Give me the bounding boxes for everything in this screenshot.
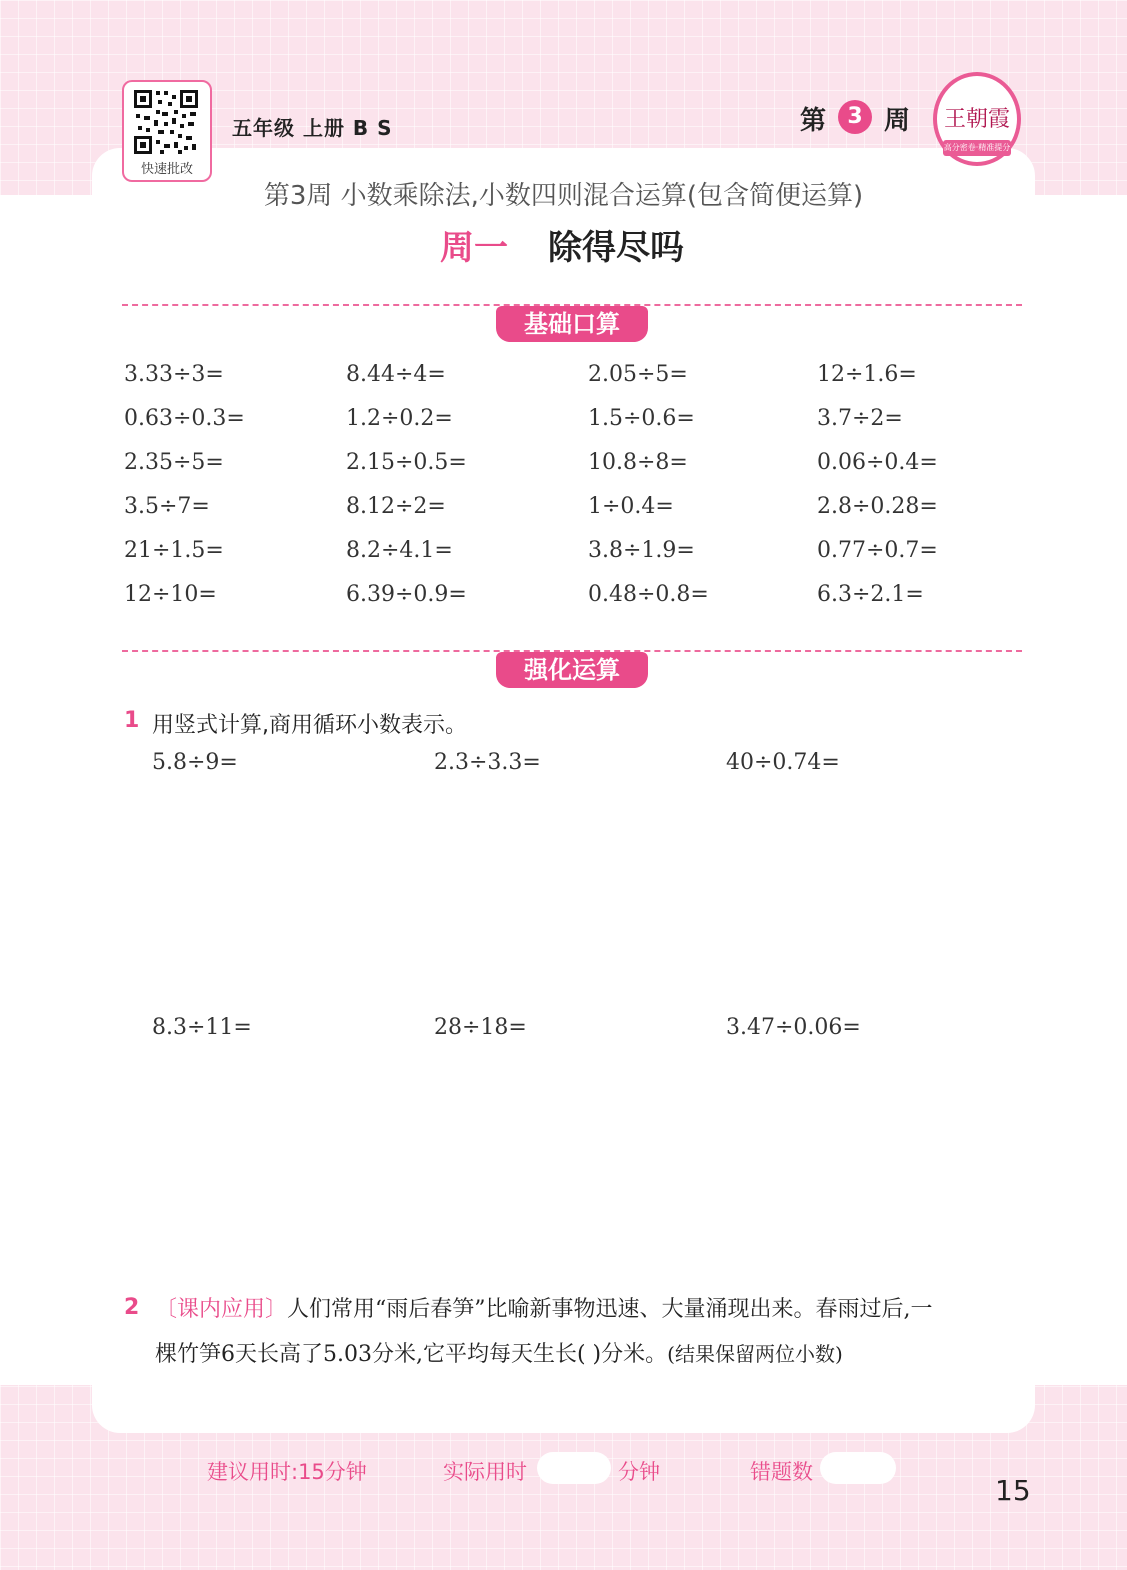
qr-label: 快速批改: [140, 162, 193, 177]
long-division-problem: 28÷18=: [434, 1015, 527, 1040]
mental-math-item: 0.06÷0.4=: [817, 450, 938, 475]
mental-math-item: 8.2÷4.1=: [346, 538, 453, 563]
mental-math-item: 12÷1.6=: [817, 362, 917, 387]
week-suffix: 周: [884, 106, 911, 136]
question-2-line-1: [155, 1292, 933, 1323]
grade-label: 五年级 上册 B S: [232, 116, 393, 140]
question-1-number: 1: [124, 708, 140, 733]
mental-math-item: 0.77÷0.7=: [817, 538, 938, 563]
mental-math-item: 3.5÷7=: [124, 494, 210, 519]
mental-math-item: 1÷0.4=: [588, 494, 674, 519]
mental-math-item: 2.8÷0.28=: [817, 494, 938, 519]
mental-math-item: 3.33÷3=: [124, 362, 224, 387]
question-2-number: 2: [124, 1295, 140, 1320]
errors-field[interactable]: [820, 1452, 896, 1484]
week-prefix: 第: [800, 106, 827, 136]
logo-text: 王朝霞: [943, 107, 1010, 132]
question-2-note: (结果保留两位小数): [667, 1342, 843, 1366]
long-division-problem: 3.47÷0.06=: [726, 1015, 861, 1040]
mental-math-item: 1.2÷0.2=: [346, 406, 453, 431]
logo-ribbon: 高分密卷·精准提分: [943, 140, 1011, 156]
week-number: 3: [838, 100, 872, 134]
long-division-problem: 2.3÷3.3=: [434, 750, 541, 775]
week-subtitle: 第3周 小数乘除法,小数四则混合运算(包含简便运算): [263, 181, 864, 211]
qr-code[interactable]: [122, 80, 212, 182]
question-2-text-1: 人们常用“雨后春笋”比喻新事物迅速、大量涌现出来。春雨过后,一: [287, 1297, 933, 1322]
mental-math-item: 3.8÷1.9=: [588, 538, 695, 563]
mental-math-item: 10.8÷8=: [588, 450, 688, 475]
page-title: [440, 220, 684, 269]
actual-time-label: 实际用时: [443, 1460, 527, 1484]
long-division-problem: 40÷0.74=: [726, 750, 840, 775]
suggested-time: 建议用时:15分钟: [207, 1460, 367, 1484]
mental-math-item: 0.63÷0.3=: [124, 406, 245, 431]
section-tag-advanced: 强化运算: [496, 652, 648, 688]
errors-label: 错题数: [750, 1460, 813, 1484]
mental-math-item: 8.44÷4=: [346, 362, 446, 387]
mental-math-item: 2.15÷0.5=: [346, 450, 467, 475]
long-division-problem: 8.3÷11=: [152, 1015, 252, 1040]
mental-math-item: 3.7÷2=: [817, 406, 903, 431]
qr-code-icon: [132, 88, 200, 156]
mental-math-item: 12÷10=: [124, 582, 217, 607]
mental-math-item: 2.05÷5=: [588, 362, 688, 387]
brand-logo: [933, 72, 1021, 166]
minutes-label: 分钟: [618, 1460, 660, 1484]
mental-math-item: 8.12÷2=: [346, 494, 446, 519]
question-2-line-2: [155, 1337, 843, 1368]
mental-math-item: 6.3÷2.1=: [817, 582, 924, 607]
section-tag-basic: 基础口算: [496, 306, 648, 342]
question-2-tag: 〔课内应用〕: [155, 1297, 288, 1322]
mental-math-item: 2.35÷5=: [124, 450, 224, 475]
long-division-problem: 5.8÷9=: [152, 750, 238, 775]
question-1-prompt: 用竖式计算,商用循环小数表示。: [152, 713, 467, 738]
page-number: 15: [995, 1474, 1031, 1507]
mental-math-item: 0.48÷0.8=: [588, 582, 709, 607]
actual-time-field[interactable]: [537, 1452, 611, 1484]
mental-math-item: 1.5÷0.6=: [588, 406, 695, 431]
topic-label: 除得尽吗: [548, 228, 684, 268]
mental-math-item: 21÷1.5=: [124, 538, 224, 563]
day-label: 周一: [440, 228, 508, 268]
mental-math-item: 6.39÷0.9=: [346, 582, 467, 607]
question-2-text-2[interactable]: 棵竹笋6天长高了5.03分米,它平均每天生长( )分米。: [155, 1342, 668, 1367]
